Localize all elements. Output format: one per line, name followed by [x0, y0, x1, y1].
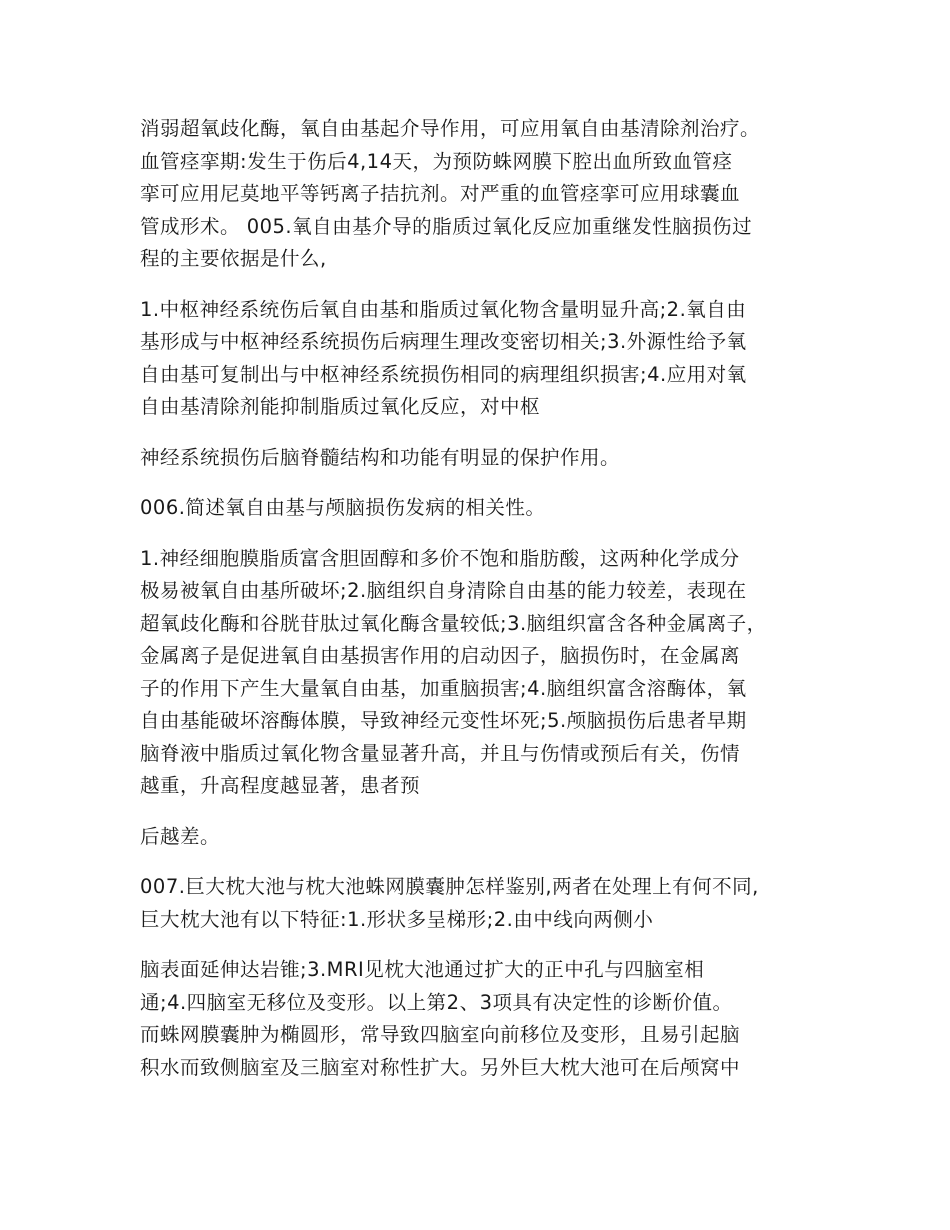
paragraph-3 — [140, 442, 830, 475]
text-line: 脑脊液中脂质过氧化物含量显著升高，并且与伤情或预后有关，伤情 — [140, 741, 741, 765]
paragraph-7 — [140, 871, 830, 936]
text-line: 极易被氧自由基所破坏;2.脑组织自身清除自由基的能力较差，表现在 — [140, 579, 747, 602]
text-line: 1.神经细胞膜脂质富含胆固醇和多价不饱和脂肪酸，这两种化学成分 — [140, 546, 740, 570]
text-line: 巨大枕大池有以下特征:1.形状多呈梯形;2.由中线向两侧小 — [140, 907, 654, 931]
text-line: 神经系统损伤后脑脊髓结构和功能有明显的保护作用。 — [140, 445, 621, 469]
document-page — [140, 113, 830, 1102]
text-line: 通;4.四脑室无移位及变形。以上第2、3项具有决定性的诊断价值。 — [140, 990, 733, 1014]
text-line: 超氧歧化酶和谷胱苷肽过氧化酶含量较低;3.脑组织富含各种金属离子， — [140, 611, 767, 635]
text-line: 自由基清除剂能抑制脂质过氧化反应，对中枢 — [140, 395, 541, 418]
paragraph-4 — [140, 492, 830, 525]
text-line: 而蛛网膜囊肿为椭圆形，常导致四脑室向前移位及变形，且易引起脑 — [140, 1023, 741, 1046]
text-line: 子的作用下产生大量氧自由基，加重脑损害;4.脑组织富含溶酶体，氧 — [140, 676, 747, 700]
paragraph-1 — [140, 113, 830, 276]
text-line: 金属离子是促进氧自由基损害作用的启动因子，脑损伤时，在金属离 — [140, 644, 741, 667]
text-line: 消弱超氧歧化酶，氧自由基起介导作用，可应用氧自由基清除剂治疗。 — [140, 117, 761, 140]
text-line: 越重，升高程度越显著，患者预 — [140, 774, 421, 797]
text-line: 程的主要依据是什么, — [140, 247, 327, 270]
text-line: 自由基可复制出与中枢神经系统损伤相同的病理组织损害;4.应用对氧 — [140, 362, 747, 386]
paragraph-5 — [140, 543, 830, 803]
question-heading: 007.巨大枕大池与枕大池蛛网膜囊肿怎样鉴别,两者在处理上有何不同, — [140, 875, 759, 898]
text-line: 积水而致侧脑室及三脑室对称性扩大。另外巨大枕大池可在后颅窝中 — [140, 1055, 741, 1079]
text-line: 管成形术。 005.氧自由基介导的脂质过氧化反应加重继发性脑损伤过 — [140, 214, 753, 238]
paragraph-6 — [140, 821, 830, 854]
text-line: 基形成与中枢神经系统损伤后病理生理改变密切相关;3.外源性给予氧 — [140, 330, 747, 353]
paragraph-8 — [140, 954, 830, 1084]
text-line: 后越差。 — [140, 824, 221, 848]
text-line: 挛可应用尼莫地平等钙离子拮抗剂。对严重的血管痉挛可应用球囊血 — [140, 182, 741, 205]
text-line: 脑表面延伸达岩锥;3.MRI见枕大池通过扩大的正中孔与四脑室相 — [140, 958, 705, 981]
paragraph-2 — [140, 294, 830, 424]
text-line: 1.中枢神经系统伤后氧自由基和脂质过氧化物含量明显升高;2.氧自由 — [140, 297, 747, 321]
text-line: 血管痉挛期:发生于伤后4,14天，为预防蛛网膜下腔出血所致血管痉 — [140, 149, 733, 173]
text-line: 自由基能破坏溶酶体膜，导致神经元变性坏死;5.颅脑损伤后患者早期 — [140, 709, 747, 732]
question-heading: 006.简述氧自由基与颅脑损伤发病的相关性。 — [140, 496, 546, 519]
